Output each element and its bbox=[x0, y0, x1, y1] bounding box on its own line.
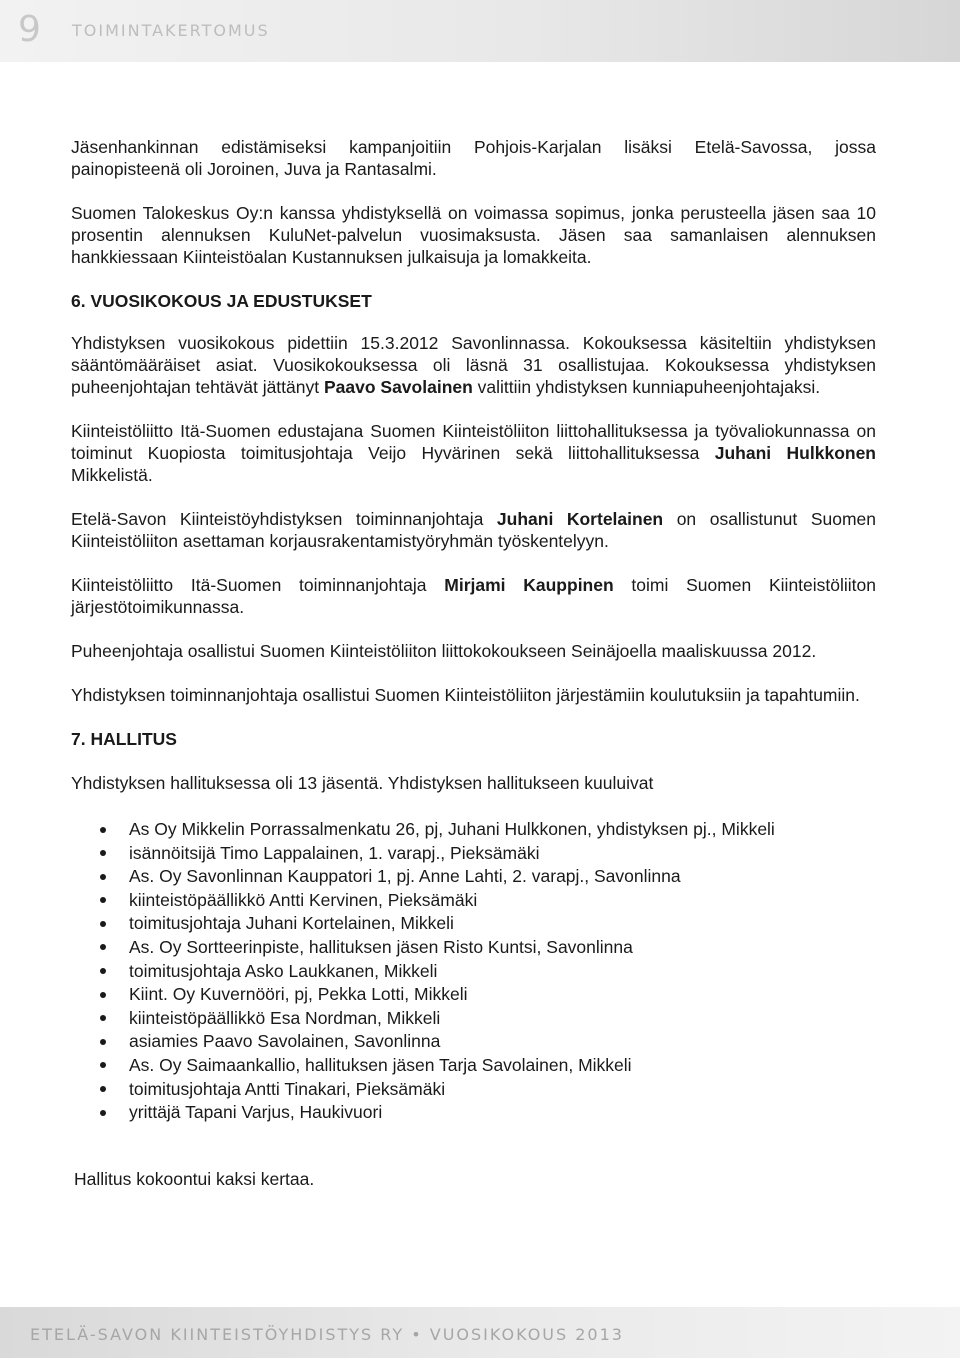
page-footer bbox=[0, 1307, 960, 1358]
bullet-icon bbox=[100, 921, 106, 927]
header-title: TOIMINTAKERTOMUS bbox=[72, 21, 270, 40]
bullet-icon bbox=[100, 1086, 106, 1092]
list-item: As. Oy Saimaankallio, hallituksen jäsen Tarja Savolainen, Mikkeli bbox=[71, 1054, 876, 1078]
list-item: isännöitsijä Timo Lappalainen, 1. varapj., Pieksämäki bbox=[71, 842, 876, 866]
paragraph-kauppinen: Kiinteistöliitto Itä-Suomen toiminnanjohtaja Mirjami Kauppinen toimi Suomen Kiinteistöliiton järjestötoimikunnassa. bbox=[71, 575, 876, 617]
paragraph-kortelainen: Etelä-Savon Kiinteistöyhdistyksen toiminnanjohtaja Juhani Kortelainen on osallistunut Suomen Kiinteistöliiton asettaman korjausrakentamistyöryhmän työskentelyyn. bbox=[71, 509, 877, 551]
bullet-icon bbox=[100, 1062, 106, 1068]
bullet-icon bbox=[100, 1039, 106, 1045]
name-paavo-savolainen: Paavo Savolainen bbox=[323, 377, 473, 397]
document-body bbox=[71, 136, 876, 1190]
list-item: Kiint. Oy Kuvernööri, pj, Pekka Lotti, Mikkeli bbox=[71, 983, 876, 1007]
section-6-heading: 6. VUOSIKOKOUS JA EDUSTUKSET bbox=[71, 291, 372, 311]
bullet-icon bbox=[100, 992, 106, 998]
list-item: toimitusjohtaja Juhani Kortelainen, Mikkeli bbox=[71, 912, 876, 936]
paragraph-annual-meeting: Yhdistyksen vuosikokous pidettiin 15.3.2012 Savonlinnassa. Kokouksessa käsiteltiin yhdistyksen sääntömääräiset asiat. Vuosikokouksessa oli läsnä 31 osallistujaa. Kokouksessa yhdistyksen puheenjohtajan tehtävät jättänyt Paavo Savolainen valittiin yhdistyksen kunniapuheenjohtajaksi. bbox=[71, 333, 876, 397]
name-mirjami-kauppinen: Mirjami Kauppinen bbox=[444, 575, 614, 595]
bullet-icon bbox=[100, 968, 106, 974]
paragraph-board-intro: Yhdistyksen hallituksessa oli 13 jäsentä. Yhdistyksen hallitukseen kuuluivat bbox=[71, 773, 654, 793]
bullet-icon bbox=[100, 850, 106, 856]
name-juhani-kortelainen: Juhani Kortelainen bbox=[496, 509, 664, 529]
list-item: toimitusjohtaja Asko Laukkanen, Mikkeli bbox=[71, 960, 876, 984]
list-item: asiamies Paavo Savolainen, Savonlinna bbox=[71, 1030, 876, 1054]
bullet-icon bbox=[100, 1110, 106, 1116]
list-item: As. Oy Sortteerinpiste, hallituksen jäsen Risto Kuntsi, Savonlinna bbox=[71, 936, 876, 960]
paragraph-meetings-count: Hallitus kokoontui kaksi kertaa. bbox=[74, 1168, 315, 1189]
list-item: yrittäjä Tapani Varjus, Haukivuori bbox=[71, 1101, 876, 1125]
list-item: toimitusjohtaja Antti Tinakari, Pieksämäki bbox=[71, 1078, 876, 1102]
page-number: 9 bbox=[18, 9, 41, 50]
footer-text: ETELÄ-SAVON KIINTEISTÖYHDISTYS RY • VUOSIKOKOUS 2013 bbox=[30, 1325, 624, 1344]
page-header bbox=[0, 0, 960, 62]
paragraph-chairman: Puheenjohtaja osallistui Suomen Kiinteistöliiton liittokokoukseen Seinäjoella maaliskuussa 2012. bbox=[71, 641, 817, 661]
list-item: kiinteistöpäällikkö Antti Kervinen, Pieksämäki bbox=[71, 889, 876, 913]
bullet-icon bbox=[100, 874, 106, 880]
list-item: As Oy Mikkelin Porrassalmenkatu 26, pj, Juhani Hulkkonen, yhdistyksen pj., Mikkeli bbox=[71, 818, 876, 842]
bullet-icon bbox=[100, 897, 106, 903]
section-7-heading: 7. HALLITUS bbox=[71, 729, 177, 749]
board-member-list bbox=[71, 818, 876, 1125]
list-item: As. Oy Savonlinnan Kauppatori 1, pj. Anne Lahti, 2. varapj., Savonlinna bbox=[71, 865, 876, 889]
list-item: kiinteistöpäällikkö Esa Nordman, Mikkeli bbox=[71, 1007, 876, 1031]
bullet-icon bbox=[100, 827, 106, 833]
paragraph-trainings: Yhdistyksen toiminnanjohtaja osallistui Suomen Kiinteistöliiton järjestämiin koulutuksiin ja tapahtumiin. bbox=[71, 685, 860, 705]
bullet-icon bbox=[100, 944, 106, 950]
paragraph-membership: Jäsenhankinnan edistämiseksi kampanjoitiin Pohjois-Karjalan lisäksi Etelä-Savossa, jossa painopisteenä oli Joroinen, Juva ja Rantasalmi. bbox=[71, 137, 876, 179]
paragraph-talokeskus: Suomen Talokeskus Oy:n kanssa yhdistyksellä on voimassa sopimus, jonka perusteella jäsen saa 10 prosentin alennuksen KuluNet-palvelun vuosimaksusta. Jäsen saa samanlaisen alennuksen hankkiessaan Kiinteistöalan Kustannuksen julkaisuja ja lomakkeita. bbox=[71, 203, 876, 267]
paragraph-representatives: Kiinteistöliitto Itä-Suomen edustajana Suomen Kiinteistöliiton liittohallituksessa ja työvaliokunnassa on toiminut Kuopiosta toimitusjohtaja Veijo Hyvärinen sekä liittohallituksessa Juhani Hulkkonen Mikkelistä. bbox=[71, 421, 876, 485]
bullet-icon bbox=[100, 1015, 106, 1021]
name-juhani-hulkkonen: Juhani Hulkkonen bbox=[714, 443, 876, 463]
